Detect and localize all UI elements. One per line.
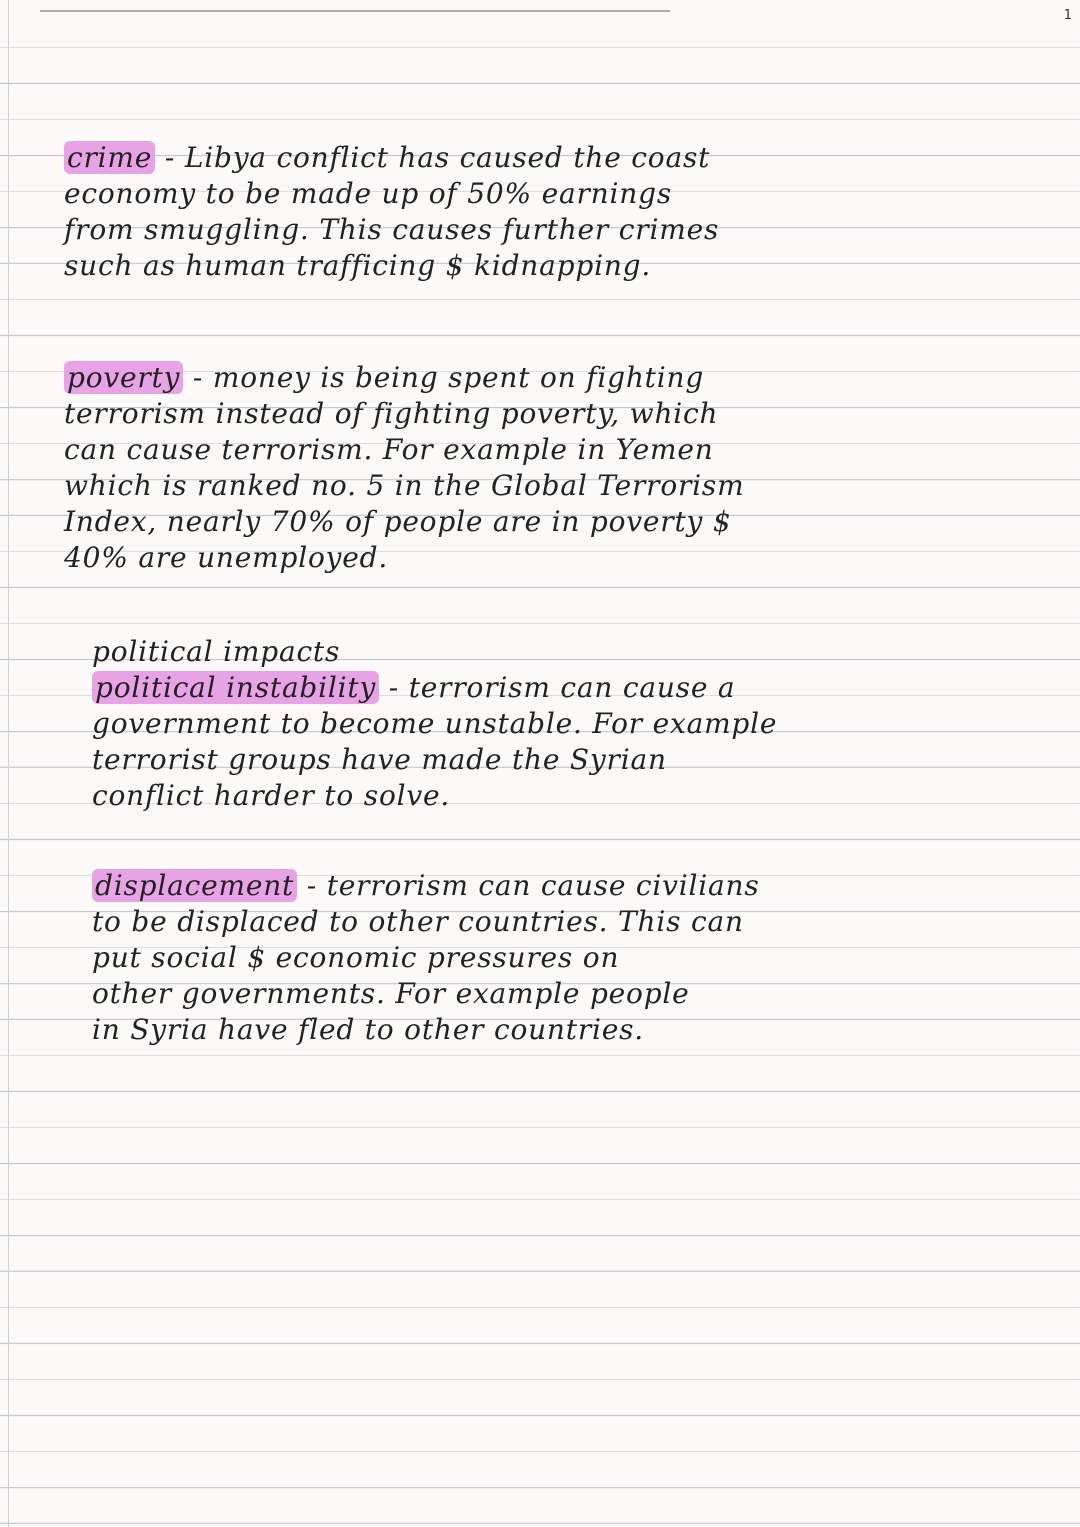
poverty-section <box>64 360 1054 576</box>
poverty-line-3: can cause terrorism. For example in Yemen <box>64 433 714 466</box>
displacement-line-1-text: - terrorism can cause civilians <box>297 869 760 902</box>
displacement-line-4: other governments. For example people <box>92 977 690 1010</box>
political-line-1-text: - terrorism can cause a <box>379 671 736 704</box>
displacement-term: displacement <box>92 869 297 902</box>
political-heading: political impacts <box>92 635 341 668</box>
political-line-1 <box>92 670 1080 706</box>
crime-line-4: such as human trafficing $ kidnapping. <box>64 249 652 282</box>
displacement-line-1 <box>92 868 1080 904</box>
poverty-line-1-text: - money is being spent on fighting <box>183 361 705 394</box>
poverty-term: poverty <box>64 361 183 394</box>
crime-line-3: from smuggling. This causes further crimes <box>64 213 720 246</box>
poverty-line-2: terrorism instead of fighting poverty, which <box>64 397 719 430</box>
poverty-line-6: 40% are unemployed. <box>64 541 389 574</box>
political-line-2: government to become unstable. For example <box>92 707 778 740</box>
political-line-3: terrorist groups have made the Syrian <box>92 743 667 776</box>
crime-line-1-text: - Libya conflict has caused the coast <box>155 141 711 174</box>
crime-line-1 <box>64 140 1054 176</box>
crime-term: crime <box>64 141 155 174</box>
displacement-section <box>92 868 1080 1048</box>
left-margin-line <box>8 0 9 1527</box>
crime-line-2: economy to be made up of 50% earnings <box>64 177 672 210</box>
political-term: political instability <box>92 671 379 704</box>
political-line-4: conflict harder to solve. <box>92 779 451 812</box>
displacement-line-5: in Syria have fled to other countries. <box>92 1013 644 1046</box>
poverty-line-5: Index, nearly 70% of people are in poverty $ <box>64 505 732 538</box>
page-top-edge <box>40 10 670 12</box>
political-section <box>92 634 1080 814</box>
crime-section <box>64 140 1054 284</box>
displacement-line-2: to be displaced to other countries. This can <box>92 905 744 938</box>
poverty-line-1 <box>64 360 1054 396</box>
page-number: 1 <box>1063 8 1072 23</box>
displacement-line-3: put social $ economic pressures on <box>92 941 620 974</box>
poverty-line-4: which is ranked no. 5 in the Global Terrorism <box>64 469 745 502</box>
